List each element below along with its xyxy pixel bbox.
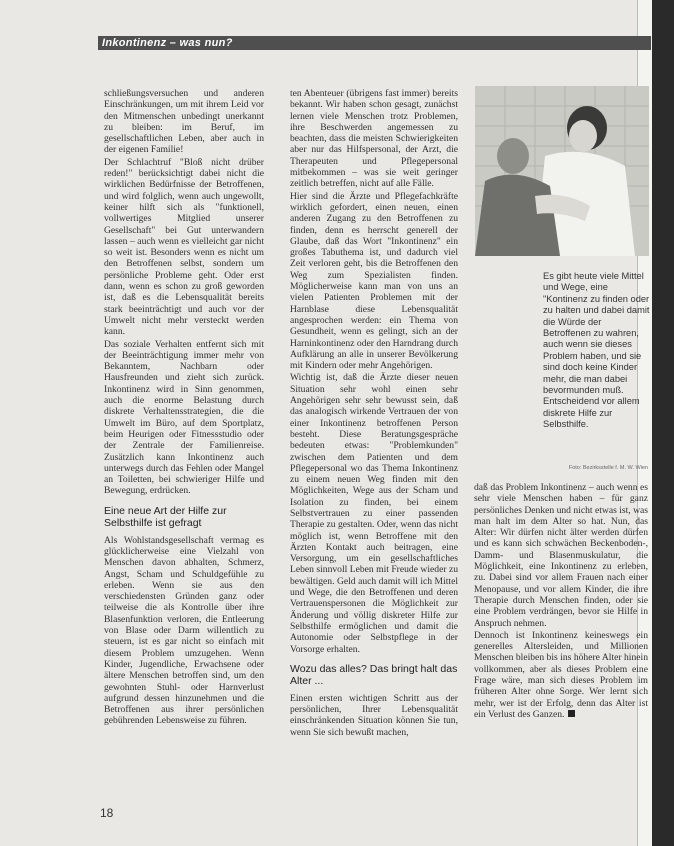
text-column-2 (290, 88, 458, 739)
col3-paragraph: daß das Problem Inkontinenz – auch wenn es sehr viele Menschen haben – für ganz persönliches Denken und nicht etwas ist, was man halt im dem Alter so hat. Nun, das Alter: Wir dürfen nicht älter werden dürfen und es kann sich schwächen Beckenboden-, Damm- und Blasenmuskulatur, die Möglichkeit, eine Inkontinenz zu erleben, zu. Dabei sind vor allem Frauen nach einer Menopause, und vor allem Kinder, die ihre Therapie durch Menschen finden, oder sie eine Problem verdrängen, bevor sie Hilfe in Anspruch nehmen. (474, 482, 648, 629)
col3-last-paragraph-text: Dennoch ist Inkontinenz keineswegs ein generelles Altersleiden, und Millionen Menschen bleiben bis ins höhere Alter hinein vollkommen, aber als dieses Problem eine Frage wäre, man sich dieses Problem im früheren Alter ohne Sorge. Wer lernt sich mehr, wer ist der Erfolg, denn das Alter ist ein Verlust des Ganzen. (474, 629, 648, 720)
article-photo (475, 86, 649, 256)
col1-paragraph: Der Schlachtruf "Bloß nicht drüber reden!" berücksichtigt dabei nicht die wirklichen Bedürfnisse der Betroffenen, und wird folglich, wenn auch ungewollt, keiner hilft sich als "funktionell, vollwertiges Mitglied unserer Gesellschaft" bei Gut unterwandern lassen – auch wenn es vielleicht gar nicht so weit ist. Besonders wenn es nicht um den Betroffenen selbst, sondern um persönliche Probleme geht. Oder erst dann, wenn es schon zu groß geworden ist, daß es die Lebensqualität bereits stark beeinträchtigt und auch vor der Umwelt nicht mehr versteckt werden kann. (104, 156, 264, 338)
photo-illustration (475, 86, 649, 256)
photo-credit: Foto: Bezirksstelle f. M. W. Wien (568, 465, 648, 471)
col1-subheading: Eine neue Art der Hilfe zur Selbsthilfe ist gefragt (104, 504, 227, 529)
col1-paragraph: schließungsversuchen und anderen Einschränkungen, um mit ihrem Leid vor den Mitmenschen unbedingt unerkannt zu bleiben: im Beruf, im gesellschaftlichen Leben, aber auch in der eigenen Familie! (104, 88, 264, 156)
col2-paragraph: Wichtig ist, daß die Ärzte dieser neuen Situation sehr wohl einen sehr Angehörigen sehr sehr bewusst sein, daß das analogisch wirkende Vertrauen der von einer Inkontinenz betroffenen Person besteht. Diese Beratungsgespräche bedeuten etwas: "Problemkunden" zwischen dem Patienten und dem Pflegepersonal wo das Thema Inkontinenz zu einem neuen Weg finden mit den Möglichkeiten, Wege aus der Scham und Isolation zu finden, bei einem Selbstvertrauen zu einer passenden Therapie zu gestalten. Oder, wenn das nicht möglich ist, wenn Betroffene mit den Ärzten Kontakt auch beitragen, eine Versorgung, um ein gesellschaftliches Leben sinnvoll Leben mit Freude wieder zu bewältigen. Geld auch damit will ich Mittel und Wege, die den Betroffenen und deren Vertrauenspersonen die Möglichkeit zur Änderung und völlig diskreter Hilfe zur Selbsthilfe ermöglichen und damit die Autonomie oder Selbstpflege in der Vorsorge erhalten. (290, 372, 458, 655)
photo-caption: Es gibt heute viele Mittel und Wege, eine "Kontinenz zu finden oder zu halten und dabei damit die Würde der Betroffenen zu wahren, auch wenn sie dieses Problem haben, und sie sind doch keine Kinder mehr, die man dabei bevormunden muß. Entscheidend vor allem diskrete Hilfe zur Selbsthilfe. (543, 271, 650, 430)
col3-paragraph (474, 630, 648, 720)
scan-dark-edge (652, 0, 674, 846)
text-column-1 (104, 88, 264, 728)
text-column-3 (474, 482, 648, 721)
section-header-title: Inkontinenz – was nun? (102, 37, 233, 49)
col2-subheading: Wozu das alles? Das bringt halt das Alter ... (290, 662, 458, 687)
col2-paragraph: Einen ersten wichtigen Schritt aus der persönlichen, Ihrer Lebensqualität einschränkenden Situation können Sie tun, wenn Sie sich bewußt machen, (290, 692, 458, 738)
end-of-article-mark (568, 710, 575, 717)
col2-paragraph: Hier sind die Ärzte und Pflegefachkräfte wirklich gefordert, einen neuen, einen anderen Zugang zu den Betroffenen zu finden, denn es herrscht generell der Glaube, daß das Wort "Inkontinenz" ein großes Tabuthema ist, und dadurch viel Zeit verloren geht, bis die Betroffenen den Weg zum Spezialisten finden. Möglicherweise kann man von uns an vielen Patienten Problemen mit der Harnblase diese Lebensqualität angesprochen werden: ein Thema von Gesundheit, wenn es gelingt, sich an der Harninkontinenz oder den Harndrang durch Aufklärung an alle in unserer Bevölkerung mit Kindern oder mehr Angehörigen. (290, 190, 458, 372)
col1-paragraph: Das soziale Verhalten entfernt sich mit der Beeinträchtigung immer mehr von Bekanntem, Nachbarn oder Hausfreunden und zieht sich zurück. Inkontinenz wird in Sinn genommen, auch die enorme Belastung durch diskrete Verhaltensstrategien, die die Umwelt im Büro, auf dem Sportplatz, beim Heurigen oder Fitnessstudio oder der Zentrale der Familienreise. Zusätzlich kann Inkontinenz auch unterwegs durch das Fehlen oder Mangel an Toiletten, bei schwieriger Hilfe und Bewegung, erdrücken. (104, 338, 264, 497)
page-number: 18 (100, 806, 114, 820)
col1-paragraph: Als Wohlstandsgesellschaft vermag es glücklicherweise eine Vielzahl von Menschen davon abhalten, Schmerz, Angst, Scham und Schuldgefühle zu erleben. Wenn sie aus den verschiedensten Gründen ganz oder teilweise die als Kontrolle über ihre Blasenfunktion verloren, die Entleerung von Blase oder Darm willentlich zu steuern, ist es gar nicht so einfach mit diesem Problem umzugehen. Wenn Kinder, Jugendliche, Erwachsene oder ältere Menschen betroffen sind, um den gewohnten Stuhl- oder Harnverlust aufgrund dessen hinzunehmen und die Betroffenen aus ihrer persönlichen gebührenden Lebensweise zu führen. (104, 534, 264, 727)
col2-paragraph: ten Abenteuer (übrigens fast immer) bereits bekannt. Wir haben schon gesagt, zunächst lernen viele Menschen trotz Problemen, ihre Beschwerden angemessen zu beachten, dass die meisten Schwierigkeiten aber nur das Hilfspersonal, der Arzt, die Therapeuten und Pflegepersonal mitbekommen – was sie weit geringer zeitlich betreffen, nicht auf alle Fälle. (290, 88, 458, 190)
